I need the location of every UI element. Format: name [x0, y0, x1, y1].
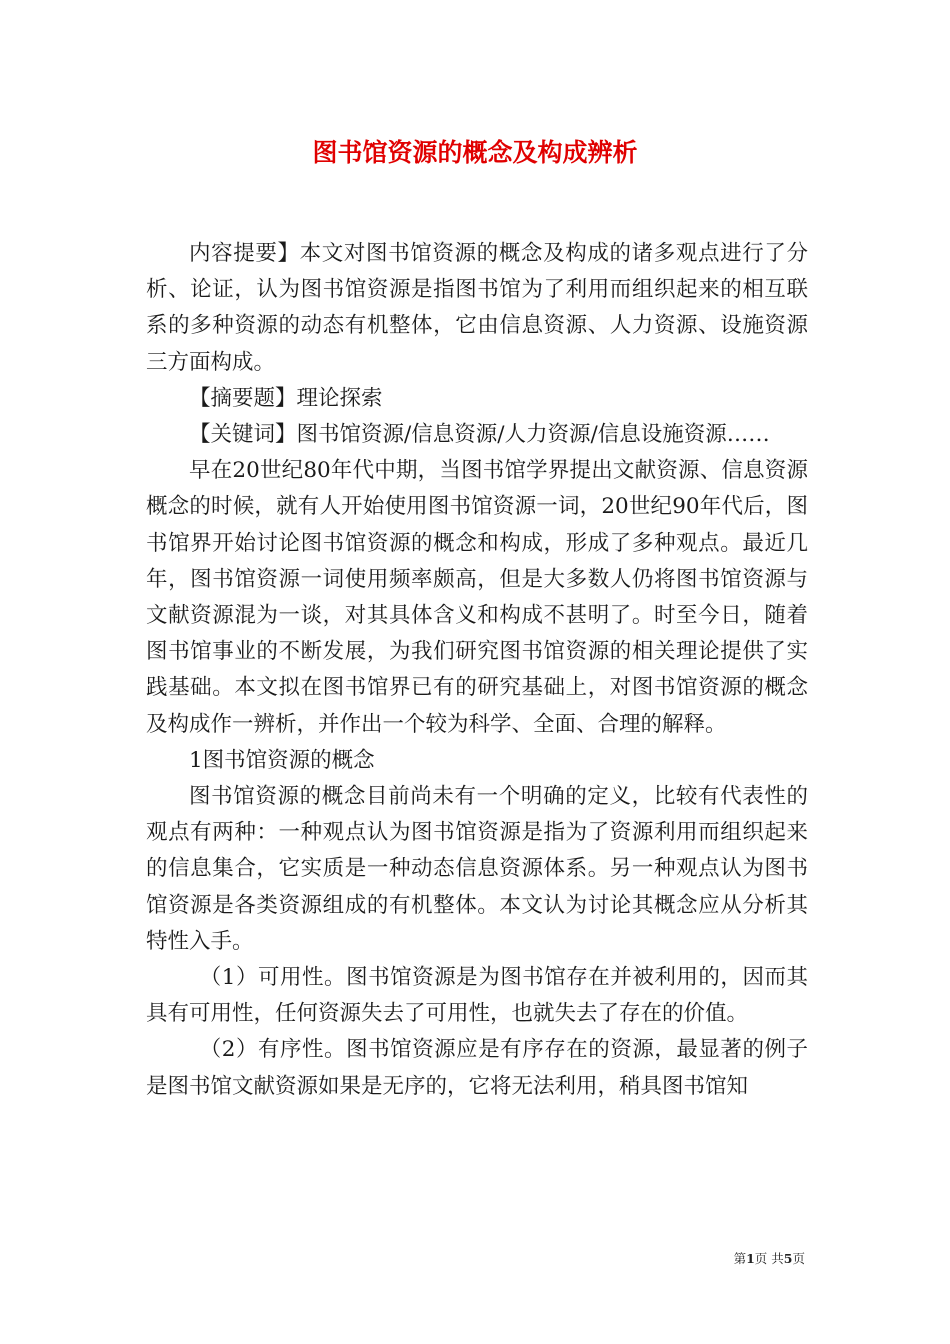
section-heading: 1图书馆资源的概念 — [189, 747, 375, 773]
intro-paragraph: 早在20世纪80年代中期，当图书馆学界提出文献资源、信息资源概念的时候，就有人开始使用图书馆资源一词，20世纪90年代后，图书馆界开始讨论图书馆资源的概念和构成，形成了多种观点。最近几年，图书馆资源一词使用频率颇高，但是大多数人仍将图书馆资源与文献资源混为一谈，对其具体含义和构成不甚明了。时至今日，随着图书馆事业的不断发展，为我们研究图书馆资源的相关理论提供了实践基础。本文拟在图书馆界已有的研究基础上，对图书馆资源的概念及构成作一辨析，并作出一个较为科学、全面、合理的解释。 — [146, 458, 808, 737]
footer-prefix: 第 — [733, 1251, 747, 1266]
footer-page-number: 1 — [746, 1251, 755, 1266]
subject-line: 【摘要题】理论探索 — [189, 385, 383, 411]
page-footer — [734, 1249, 805, 1267]
document-body — [146, 236, 808, 1105]
abstract-paragraph: 内容提要】本文对图书馆资源的概念及构成的诸多观点进行了分析、论证，认为图书馆资源是指图书馆为了利用而组织起来的相互联系的多种资源的动态有机整体，它由信息资源、人力资源、设施资源三方面构成。 — [146, 241, 808, 375]
keywords-line: 【关键词】图书馆资源/信息资源/人力资源/信息设施资源…… — [189, 422, 770, 448]
body-paragraph: 图书馆资源的概念目前尚未有一个明确的定义，比较有代表性的观点有两种：一种观点认为图书馆资源是指为了资源利用而组织起来的信息集合，它实质是一种动态信息资源体系。另一种观点认为图书馆资源是各类资源组成的有机整体。本文认为讨论其概念应从分析其特性入手。 — [146, 784, 808, 954]
footer-total-pages: 5 — [783, 1251, 793, 1266]
list-item-order: （2）有序性。图书馆资源应是有序存在的资源，最显著的例子是图书馆文献资源如果是无序的，它将无法利用，稍具图书馆知 — [146, 1037, 808, 1099]
list-item-availability: （1）可用性。图书馆资源是为图书馆存在并被利用的，因而其具有可用性，任何资源失去了可用性，也就失去了存在的价值。 — [146, 965, 808, 1027]
footer-middle: 页 共 — [754, 1251, 784, 1266]
footer-suffix: 页 — [792, 1251, 805, 1266]
document-title: 图书馆资源的概念及构成辨析 — [312, 138, 638, 167]
